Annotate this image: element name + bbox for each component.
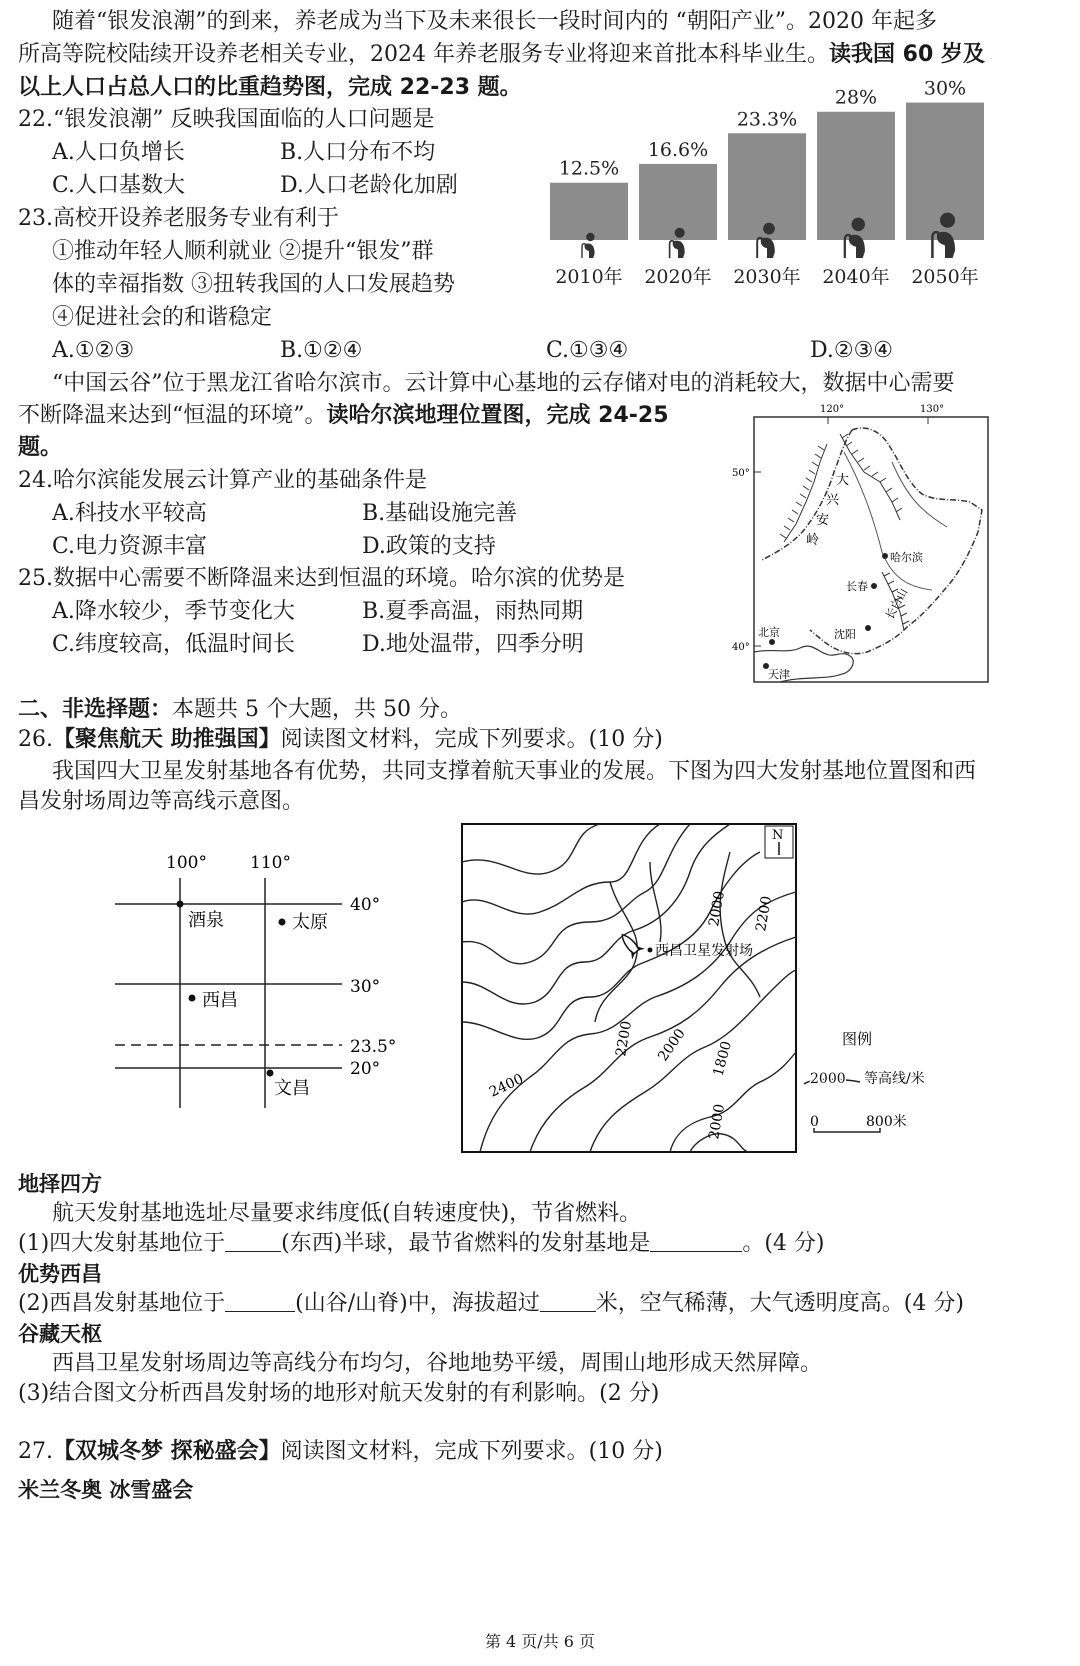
map1-tianjin-label: 天津 bbox=[768, 668, 790, 681]
q27-tag: 【双城冬梦 探秘盛会】 bbox=[53, 1439, 281, 1464]
map1-beijing-label: 北京 bbox=[758, 626, 780, 639]
q1-text-a: (1)四大发射基地位于 bbox=[18, 1231, 226, 1256]
contour-label-1800: 1800 bbox=[710, 1039, 736, 1079]
q26-para2: 昌发射场周边等高线示意图。 bbox=[18, 789, 305, 814]
launch-bases-map bbox=[110, 846, 410, 1116]
chart-value-label: 23.3% bbox=[736, 108, 798, 131]
map2-jiuquan-label: 酒泉 bbox=[188, 910, 224, 931]
q1-text-b: (东西)半球，最节省燃料的发射基地是 bbox=[281, 1231, 651, 1256]
q26-para1: 我国四大卫星发射基地各有优势，共同支撑着航天事业的发展。下图为四大发射基地位置图和西 bbox=[52, 759, 977, 784]
map1-range-char-1: 大 bbox=[836, 473, 850, 488]
map2-taiyuan-dot bbox=[279, 919, 286, 926]
contour-label-2000b: 2000 bbox=[655, 1025, 689, 1065]
scale-zero: 0 bbox=[810, 1114, 819, 1130]
q22-option-d: D.人口老龄化加剧 bbox=[280, 173, 458, 198]
q22-stem: 22.“银发浪潮” 反映我国面临的人口问题是 bbox=[18, 107, 435, 132]
q26-num: 26. bbox=[18, 727, 53, 752]
chart-value-label: 28% bbox=[834, 86, 878, 109]
q25-option-d: D.地处温带，四季分明 bbox=[362, 632, 584, 657]
map1-range-char-4: 岭 bbox=[806, 533, 820, 548]
q23-line1: ①推动年轻人顺利就业 ②提升“银发”群 bbox=[52, 239, 434, 264]
q24-option-a: A.科技水平较高 bbox=[52, 501, 207, 526]
intro1-line2-text: 所高等院校陆续开设养老相关专业，2024 年养老服务专业将迎来首批本科毕业生。 bbox=[18, 42, 829, 67]
part3-question: (3)结合图文分析西昌发射场的地形对航天发射的有利影响。(2 分) bbox=[18, 1381, 660, 1406]
intro1-line2-bold: 读我国 60 岁及 bbox=[828, 42, 985, 67]
part1-heading: 地择四方 bbox=[18, 1172, 102, 1196]
q1-blank-base[interactable] bbox=[650, 1229, 742, 1252]
q23-option-b: B.①②④ bbox=[280, 338, 363, 363]
harbin-location-map bbox=[732, 402, 994, 684]
section2-heading bbox=[18, 694, 462, 726]
map1-changchun-dot bbox=[871, 583, 877, 589]
map1-changchun-label: 长春 bbox=[846, 580, 868, 593]
intro2-line2 bbox=[18, 400, 669, 432]
site-dot bbox=[648, 948, 653, 953]
contour-label-2200a: 2200 bbox=[753, 894, 776, 933]
q23-option-c: C.①③④ bbox=[546, 338, 629, 363]
page-footer: 第 4 页/共 6 页 bbox=[484, 1632, 596, 1651]
q1-text-c: 。(4 分) bbox=[742, 1231, 825, 1256]
legend-value: 2000 bbox=[810, 1071, 846, 1087]
chart-category-label: 2010年 bbox=[555, 266, 623, 288]
intro1-line1: 随着“银发浪潮”的到来，养老成为当下及未来很长一段时间内的 “朝阳产业”。2020 年起多 bbox=[52, 9, 937, 34]
map1-shenyang-dot bbox=[865, 625, 871, 631]
map2-lon-110: 110° bbox=[250, 853, 291, 873]
legend-desc: 等高线/米 bbox=[864, 1071, 925, 1087]
q24-option-d: D.政策的支持 bbox=[362, 534, 496, 559]
q24-option-c: C.电力资源丰富 bbox=[52, 534, 208, 559]
map2-xichang-label: 西昌 bbox=[202, 990, 238, 1011]
q27-num: 27. bbox=[18, 1439, 53, 1464]
intro2-line3: 题。 bbox=[18, 435, 63, 460]
q26-rest: 阅读图文材料，完成下列要求。(10 分) bbox=[280, 727, 663, 752]
map1-frame bbox=[754, 417, 988, 682]
part3-heading: 谷藏天枢 bbox=[18, 1322, 102, 1346]
aging-trend-chart bbox=[540, 80, 990, 295]
map2-lon-100: 100° bbox=[166, 853, 207, 873]
map2-lat-40: 40° bbox=[350, 895, 381, 915]
contour-legend bbox=[800, 1020, 950, 1140]
chart-bar bbox=[550, 183, 628, 240]
chart-category-label: 2020年 bbox=[644, 266, 712, 288]
chart-category-label: 2040年 bbox=[822, 266, 890, 288]
q2-text-c: 米，空气稀薄，大气透明度高。(4 分) bbox=[595, 1291, 964, 1316]
map1-shenyang-label: 沈阳 bbox=[834, 628, 856, 641]
intro2-line2-text: 不断降温来达到“恒温的环境”。 bbox=[18, 403, 327, 428]
contour-label-2200b: 2200 bbox=[613, 1019, 636, 1058]
q25-option-a: A.降水较少，季节变化大 bbox=[52, 599, 295, 624]
q23-line3: ④促进社会的和谐稳定 bbox=[52, 305, 273, 330]
q26-tag: 【聚焦航天 助推强国】 bbox=[53, 727, 281, 752]
q2-text-b: (山谷/山脊)中，海拔超过 bbox=[295, 1291, 540, 1316]
chart-category-label: 2030年 bbox=[733, 266, 801, 288]
map2-wenchang-label: 文昌 bbox=[274, 1078, 310, 1099]
q27-heading bbox=[18, 1436, 663, 1468]
map1-harbin-dot bbox=[882, 553, 888, 559]
intro2-line1: “中国云谷”位于黑龙江省哈尔滨市。云计算中心基地的云存储对电的消耗较大，数据中心需要 bbox=[52, 371, 955, 396]
map2-lat-235: 23.5° bbox=[350, 1037, 397, 1057]
chart-value-label: 30% bbox=[923, 80, 967, 100]
q24-option-b: B.基础设施完善 bbox=[362, 501, 518, 526]
map1-range-char-3: 安 bbox=[816, 513, 830, 528]
q2-text-a: (2)西昌发射基地位于 bbox=[18, 1291, 226, 1316]
map1-lon-130: 130° bbox=[920, 404, 945, 415]
map2-taiyuan-label: 太原 bbox=[292, 912, 328, 933]
north-label: N bbox=[772, 828, 784, 843]
xichang-contour-map bbox=[460, 822, 800, 1156]
q22-option-c: C.人口基数大 bbox=[52, 173, 186, 198]
contour-label-2000c: 2000 bbox=[706, 1102, 729, 1141]
intro2-line2-bold: 读哈尔滨地理位置图，完成 24-25 bbox=[326, 403, 669, 428]
chart-value-label: 12.5% bbox=[558, 157, 620, 180]
part2-question bbox=[18, 1288, 964, 1320]
intro1-line2 bbox=[18, 39, 985, 71]
q25-option-c: C.纬度较高，低温时间长 bbox=[52, 632, 296, 657]
chart-category-label: 2050年 bbox=[911, 266, 979, 288]
q22-option-a: A.人口负增长 bbox=[52, 140, 185, 165]
part3-text: 西昌卫星发射场周边等高线分布均匀，谷地地势平缓，周围山地形成天然屏障。 bbox=[52, 1351, 823, 1376]
scale-end: 800米 bbox=[866, 1114, 907, 1130]
map2-lat-30: 30° bbox=[350, 977, 381, 997]
contour-label-2400: 2400 bbox=[486, 1071, 526, 1101]
part1-text: 航天发射基地选址尽量要求纬度低(自转速度快)，节省燃料。 bbox=[52, 1201, 642, 1226]
map2-wenchang-dot bbox=[267, 1070, 274, 1077]
map1-range-changbai: 长白山 bbox=[883, 586, 911, 622]
map1-lat-40: 40° bbox=[732, 642, 750, 653]
map1-lon-120: 120° bbox=[820, 404, 845, 415]
legend-title: 图例 bbox=[842, 1030, 873, 1048]
q23-line2: 体的幸福指数 ③扭转我国的人口发展趋势 bbox=[52, 272, 455, 297]
q27-rest: 阅读图文材料，完成下列要求。(10 分) bbox=[280, 1439, 663, 1464]
section2-title: 二、非选择题： bbox=[18, 697, 173, 722]
map2-lat-20: 20° bbox=[350, 1059, 381, 1079]
q23-option-d: D.②③④ bbox=[810, 338, 894, 363]
site-label: 西昌卫星发射场 bbox=[655, 943, 753, 959]
intro1-line3: 以上人口占总人口的比重趋势图，完成 22-23 题。 bbox=[18, 75, 522, 100]
map1-range-char-2: 兴 bbox=[826, 493, 840, 508]
q23-stem: 23.高校开设养老服务专业有利于 bbox=[18, 206, 339, 231]
q25-stem: 25.数据中心需要不断降温来达到恒温的环境。哈尔滨的优势是 bbox=[18, 566, 625, 591]
q23-option-a: A.①②③ bbox=[52, 338, 135, 363]
q27-subheading: 米兰冬奥 冰雪盛会 bbox=[18, 1478, 194, 1502]
part1-question bbox=[18, 1228, 825, 1260]
q24-stem: 24.哈尔滨能发展云计算产业的基础条件是 bbox=[18, 468, 427, 493]
contour-label-2000a: 2000 bbox=[706, 889, 729, 928]
part2-heading: 优势西昌 bbox=[18, 1262, 102, 1286]
map1-harbin-label: 哈尔滨 bbox=[890, 551, 923, 564]
q26-heading bbox=[18, 724, 663, 756]
q1-blank-hemisphere[interactable] bbox=[225, 1229, 281, 1252]
map1-lat-50: 50° bbox=[732, 468, 750, 479]
section2-desc: 本题共 5 个大题，共 50 分。 bbox=[172, 697, 462, 722]
q25-option-b: B.夏季高温，雨热同期 bbox=[362, 599, 584, 624]
q2-blank-altitude[interactable] bbox=[540, 1289, 596, 1312]
q22-option-b: B.人口分布不均 bbox=[280, 140, 436, 165]
map2-jiuquan-dot bbox=[177, 901, 184, 908]
chart-value-label: 16.6% bbox=[647, 138, 709, 161]
map2-xichang-dot bbox=[189, 995, 196, 1002]
map1-beijing-dot bbox=[769, 639, 775, 645]
q2-blank-terrain[interactable] bbox=[225, 1289, 295, 1312]
